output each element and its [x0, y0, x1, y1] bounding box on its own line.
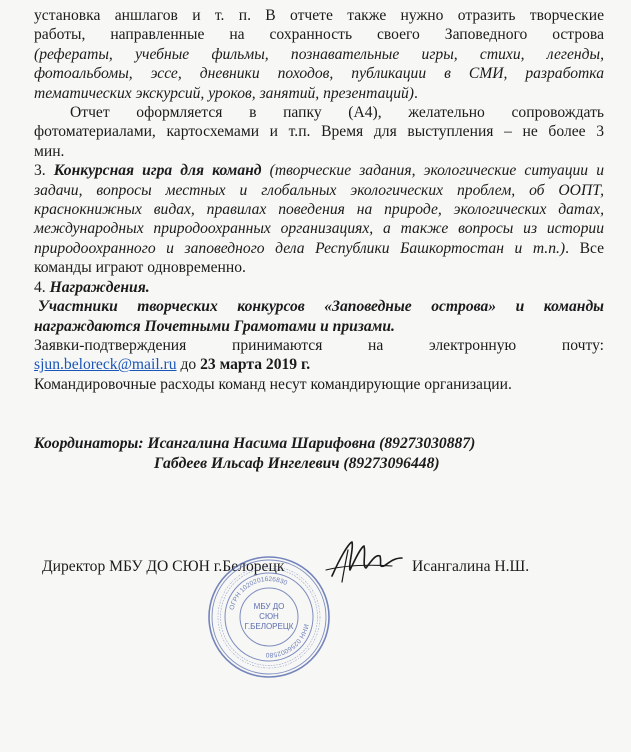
- coordinators-line-2: Габдеев Ильсаф Ингелевич (89273096448): [154, 454, 440, 472]
- text-line: Командировочные расходы команд несут командирующие организации.: [34, 375, 512, 393]
- text-line: международных природоохранных организациях, а также вопросы из истории: [34, 220, 604, 238]
- stamp-center-line: СЮН: [259, 612, 279, 621]
- text-line: команды играют одновременно.: [34, 259, 246, 277]
- email-link[interactable]: sjun.beloreck@mail.ru: [34, 356, 177, 374]
- text-line: тематических экскурсий, уроков, занятий, презентаций).: [34, 84, 418, 102]
- director-name: Исангалина Н.Ш.: [412, 558, 530, 575]
- text-line: работы, направленные на сохранность своего Заповедного острова: [34, 26, 604, 44]
- text-line: награждаются Почетными Грамотами и призами.: [34, 317, 395, 335]
- text-line: Участники творческих конкурсов «Заповедные острова» и команды: [38, 298, 604, 316]
- stamp-ogrn: ОГРН 1020201626830: [228, 575, 289, 611]
- document-body: [34, 6, 604, 473]
- signature: [322, 536, 412, 586]
- stamp-center-line: Г.БЕЛОРЕЦК: [244, 622, 294, 631]
- text-line: 3. Конкурсная игра для команд (творческие задания, экологические ситуации и: [34, 162, 604, 180]
- coordinators-line: Координаторы: Исангалина Насима Шарифовна (89273030887): [34, 435, 476, 453]
- official-stamp: [205, 556, 333, 678]
- text-line: (рефераты, учебные фильмы, познавательные игры, стихи, легенды,: [34, 45, 604, 63]
- director-title: Директор МБУ ДО СЮН г.Белорецк: [42, 558, 285, 575]
- text-line: природоохранного и заповедного дела Республики Башкортостан и т.п.). Все: [34, 239, 604, 257]
- stamp-center-line: МБУ ДО: [253, 602, 285, 611]
- text-line: Отчет оформляется в папку (А4), желательно сопровождать: [70, 104, 604, 122]
- text-line: фотоматериалами, картосхемами и т.п. Время для выступления – не более 3: [34, 123, 604, 141]
- text-line: sjun.beloreck@mail.ru до 23 марта 2019 г.: [34, 356, 311, 374]
- stamp-inn: ИНН 0256002580: [265, 623, 310, 659]
- text-line: задачи, вопросы местных и глобальных экологических проблем, об ООПТ,: [34, 181, 604, 199]
- text-line: фотоальбомы, эссе, дневники походов, публикации в СМИ, разработка: [34, 65, 604, 83]
- text-line: установка аншлагов и т. п. В отчете также нужно отразить творческие: [34, 7, 604, 24]
- text-line: Заявки-подтверждения принимаются на электронную почту:: [34, 336, 604, 354]
- text-line: мин.: [34, 142, 65, 160]
- text-line: краснокнижных видах, правилах поведения на природе, экологических датах,: [34, 201, 604, 219]
- text-line: 4. Награждения.: [34, 278, 150, 296]
